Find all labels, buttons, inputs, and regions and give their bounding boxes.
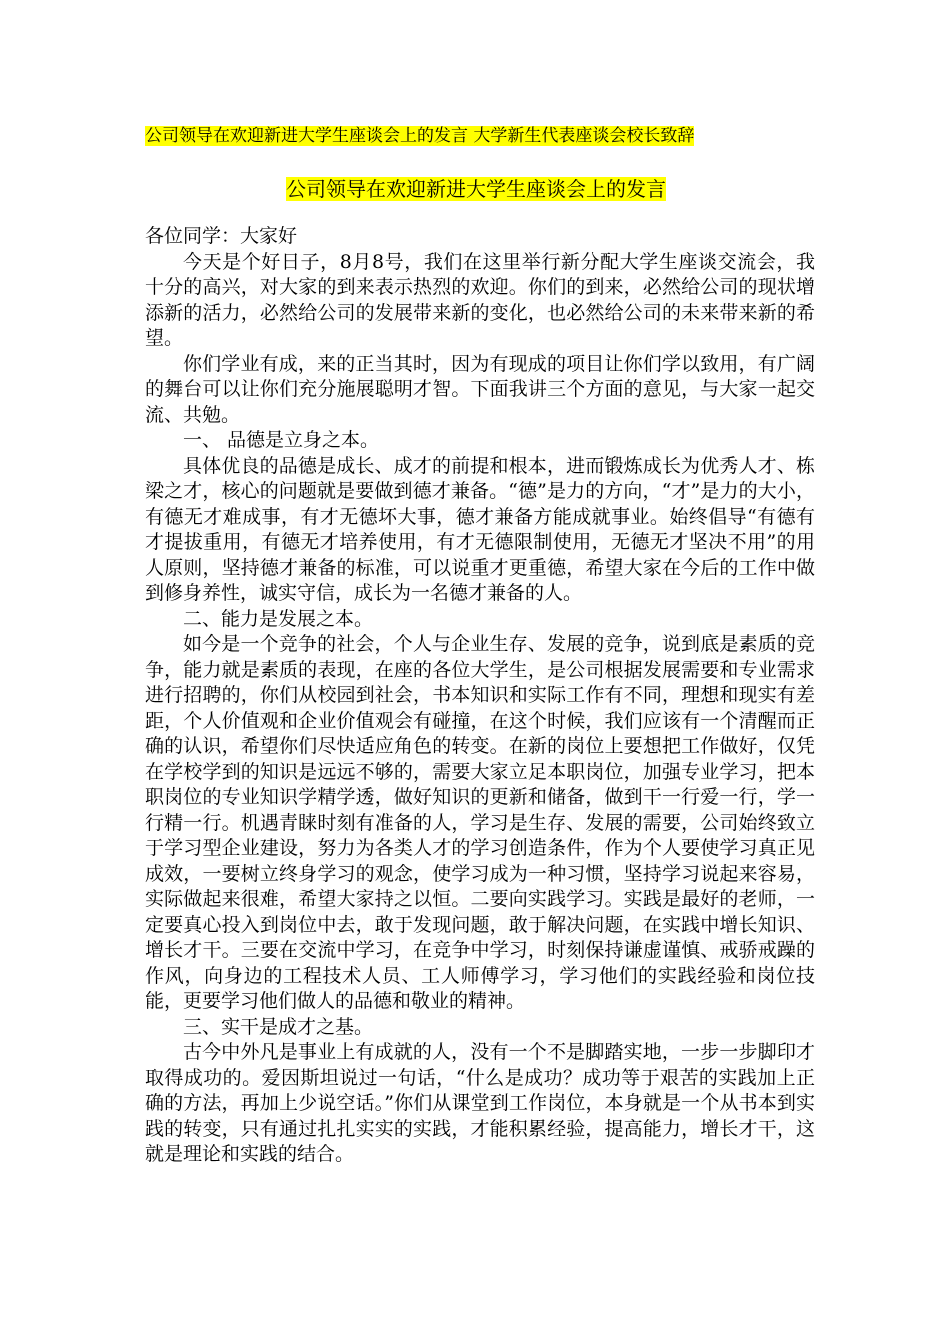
section-heading-1: 一、 品德是立身之本。	[183, 429, 380, 451]
greeting: 各位同学：大家好	[145, 225, 298, 247]
section-heading-2: 二、能力是发展之本。	[183, 607, 374, 630]
document-top-title	[145, 124, 694, 148]
paragraph-practice: 古今中外凡是事业上有成就的人，没有一个不是脚踏实地，一步一步脚印才取得成功的。爱因斯坦说过一句话，“什么是成功？成功等于艰苦的实践加上正确的方法，再加上少说空话。”你们从课堂到工作岗位，本身就是一个从书本到实践的转变，只有通过扎扎实实的实践，才能积累经验，提高能力，增长才干，这就是理论和实践的结合。	[145, 1041, 815, 1165]
document-body	[145, 224, 815, 1168]
paragraph-ability: 如今是一个竞争的社会，个人与企业生存、发展的竞争，说到底是素质的竞争，能力就是素质的表现，在座的各位大学生，是公司根据发展需要和专业需求进行招聘的，你们从校园到社会，书本知识和实际工作有不同，理想和现实有差距，个人价值观和企业价值观会有碰撞，在这个时候，我们应该有一个清醒而正确的认识，希望你们尽快适应角色的转变。在新的岗位上要想把工作做好，仅凭在学校学到的知识是远远不够的，需要大家立足本职岗位，加强专业学习，把本职岗位的专业知识学精学透，做好知识的更新和储备，做到干一行爱一行，学一行精一行。机遇青睐时刻有准备的人，学习是生存、发展的需要，公司始终致立于学习型企业建设，努力为各类人才的学习创造条件，作为个人要使学习真正见成效，一要树立终身学习的观念，使学习成为一种习惯，坚持学习说起来容易，实际做起来很难，希望大家持之以恒。二要向实践学习。实践是最好的老师，一定要真心投入到岗位中去，敢于发现问题，敢于解决问题，在实践中增长知识、增长才干。三要在交流中学习，在竞争中学习，时刻保持谦虚谨慎、戒骄戒躁的作风，向身边的工程技术人员、工人师傅学习，学习他们的实践经验和岗位技能，更要学习他们做人的品德和敬业的精神。	[145, 633, 815, 1012]
main-title-highlight: 公司领导在欢迎新进大学生座谈会上的发言	[286, 177, 666, 201]
top-title-highlight: 公司领导在欢迎新进大学生座谈会上的发言 大学新生代表座谈会校长致辞	[145, 126, 695, 146]
paragraph-purpose: 你们学业有成，来的正当其时，因为有现成的项目让你们学以致用，有广阔的舞台可以让你们充分施展聪明才智。下面我讲三个方面的意见，与大家一起交流、共勉。	[145, 352, 815, 426]
document-main-title	[286, 175, 666, 203]
section-heading-3: 三、实干是成才之基。	[183, 1015, 374, 1038]
paragraph-intro: 今天是个好日子，8月8号，我们在这里举行新分配大学生座谈交流会，我十分的高兴，对大家的到来表示热烈的欢迎。你们的到来，必然给公司的现状增添新的活力，必然给公司的发展带来新的变化，也必然给公司的未来带来新的希望。	[145, 250, 815, 349]
paragraph-virtue: 具体优良的品德是成长、成才的前提和根本，进而锻炼成长为优秀人才、栋梁之才，核心的问题就是要做到德才兼备。“德”是力的方向，“才”是力的大小，有德无才难成事，有才无德坏大事，德才兼备方能成就事业。始终倡导“有德有才提拔重用，有德无才培养使用，有才无德限制使用，无德无才坚决不用”的用人原则，坚持德才兼备的标准，可以说重才更重德，希望大家在今后的工作中做到修身养性，诚实守信，成长为一名德才兼备的人。	[145, 454, 815, 604]
